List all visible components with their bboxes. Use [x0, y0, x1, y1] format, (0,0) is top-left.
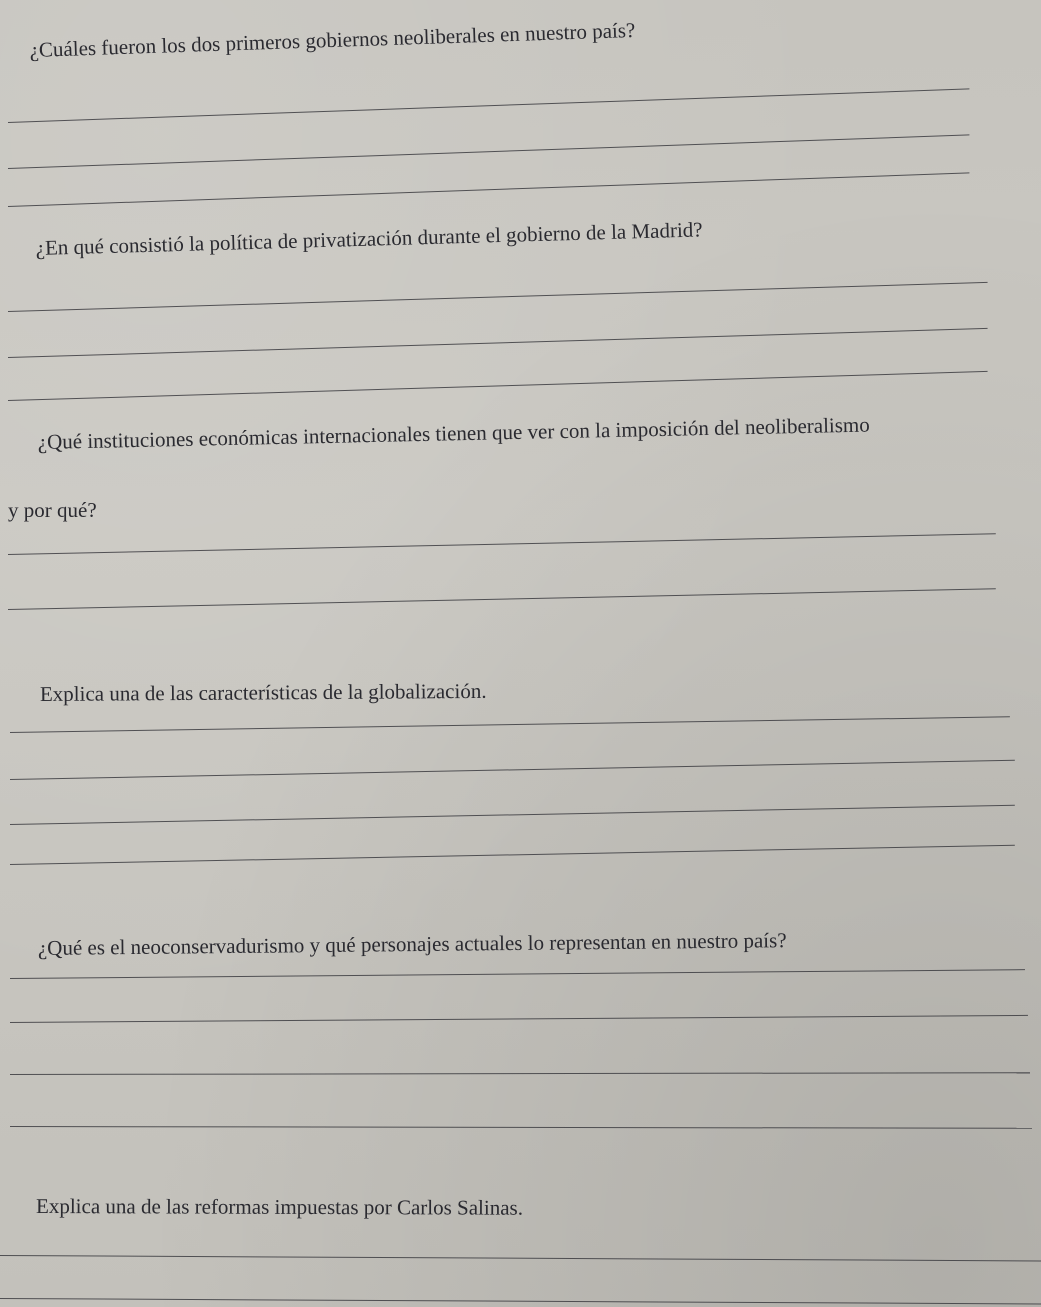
question-1: ¿Cuáles fueron los dos primeros gobiernos neoliberales en nuestro país?	[29, 17, 636, 62]
answer-line	[10, 1072, 1030, 1075]
question-5: ¿Qué es el neoconservadurismo y qué personajes actuales lo representan en nuestro país?	[37, 928, 787, 960]
answer-line	[10, 716, 1010, 733]
answer-line	[8, 172, 969, 207]
answer-line	[10, 1126, 1032, 1129]
answer-line	[10, 1015, 1028, 1023]
answer-line	[8, 588, 996, 610]
answer-line	[8, 88, 969, 123]
answer-line	[8, 134, 969, 169]
answer-line	[10, 969, 1025, 979]
answer-line	[8, 282, 988, 312]
answer-line	[10, 760, 1015, 780]
question-3-continuation: y por qué?	[8, 498, 97, 522]
answer-line	[8, 533, 996, 555]
answer-line	[10, 845, 1015, 865]
answer-line	[8, 371, 988, 401]
answer-line	[8, 328, 988, 358]
question-2: ¿En qué consistió la política de privatización durante el gobierno de la Madrid?	[35, 217, 703, 260]
answer-line	[10, 805, 1015, 825]
question-3: ¿Qué instituciones económicas internacionales tienen que ver con la imposición del neoliberalismo	[37, 412, 870, 454]
question-6: Explica una de las reformas impuestas por Carlos Salinas.	[35, 1194, 524, 1220]
question-4: Explica una de las características de la globalización.	[39, 678, 487, 706]
answer-line	[0, 1298, 1041, 1304]
answer-line	[0, 1255, 1041, 1261]
